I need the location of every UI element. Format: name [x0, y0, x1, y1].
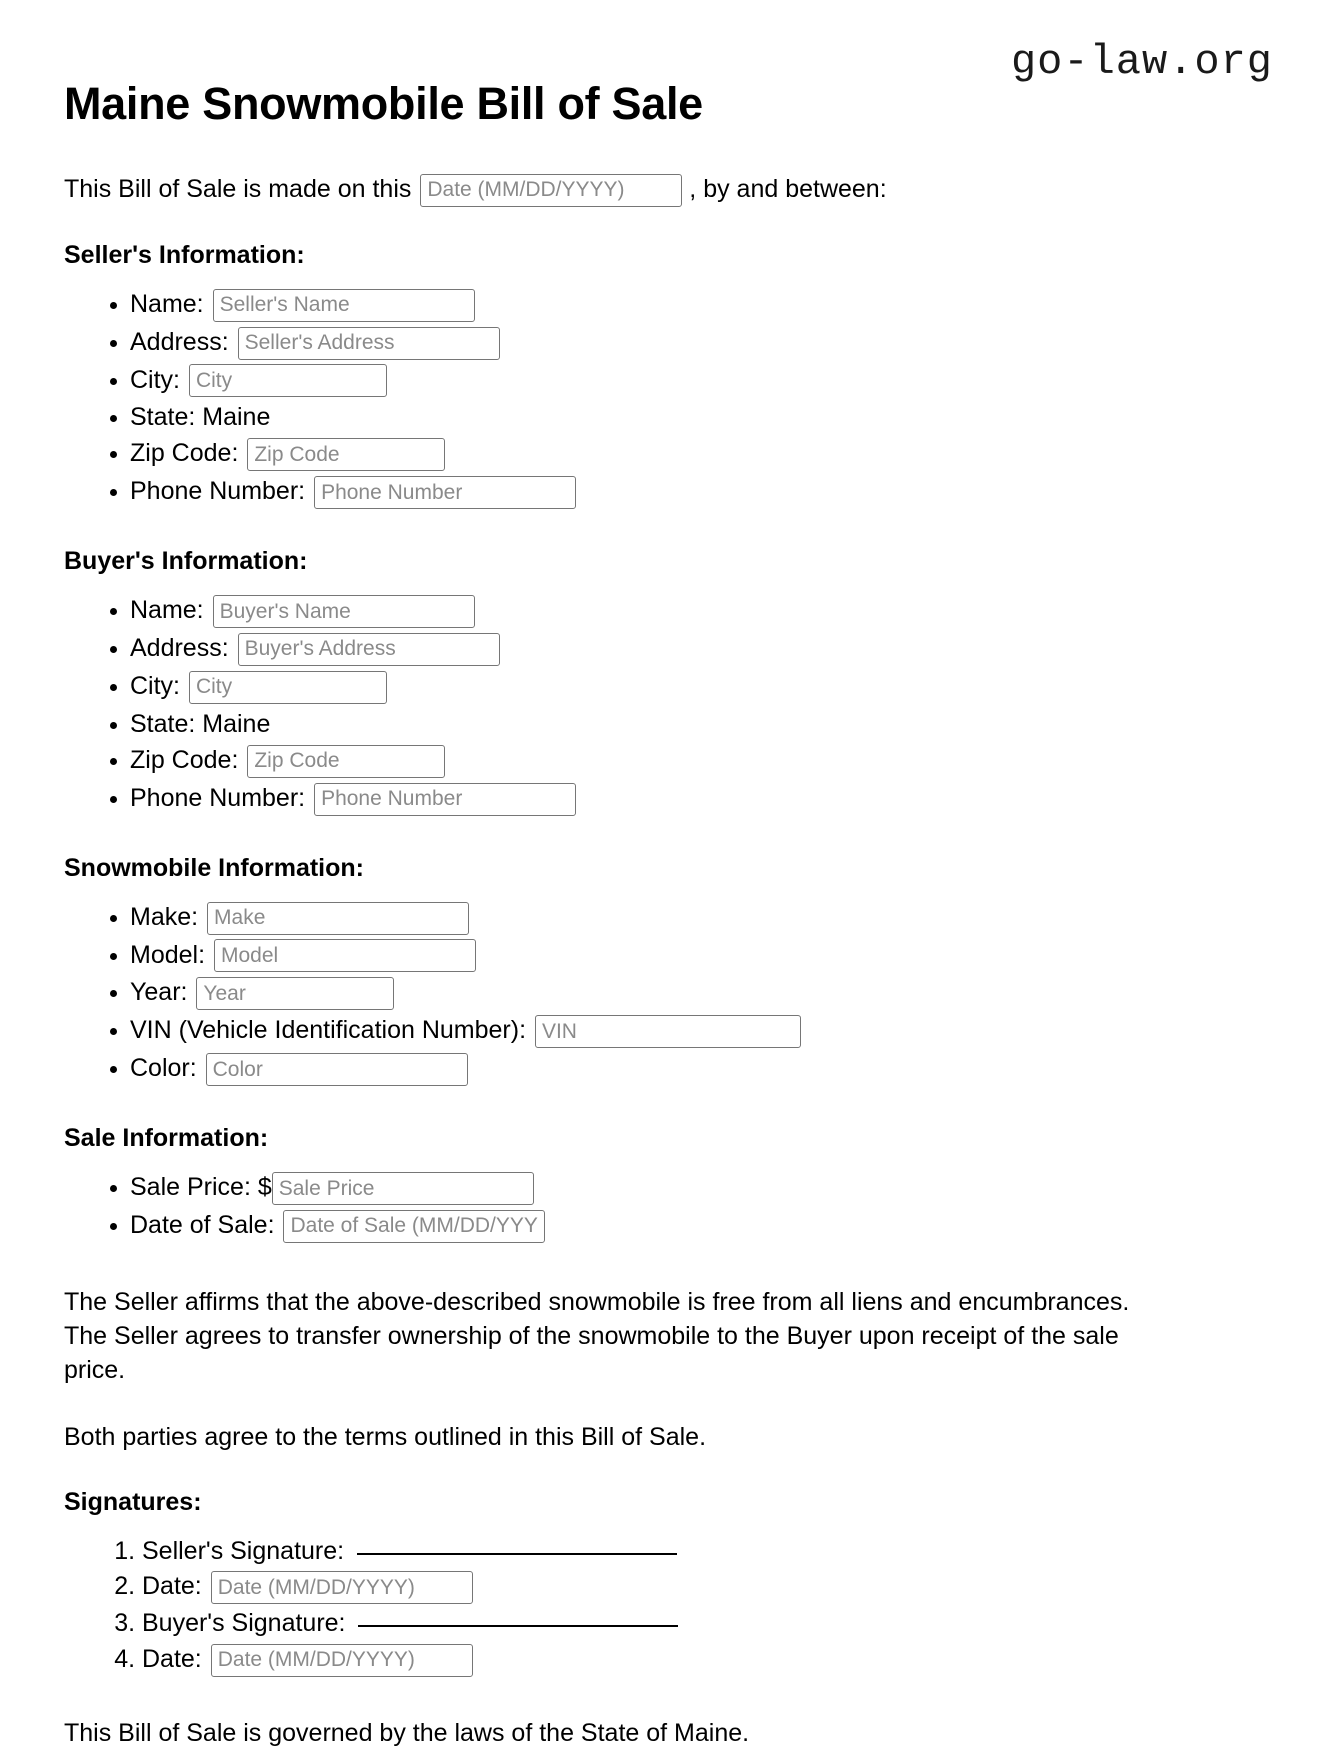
list-item — [130, 939, 1267, 977]
seller-field-list — [64, 288, 1267, 513]
sale-field-list — [64, 1171, 1267, 1247]
snowmobile-year-label: Year: — [130, 978, 188, 1007]
list-item — [130, 782, 1267, 820]
buyer-city-input[interactable] — [189, 671, 387, 704]
sale-price-input[interactable] — [272, 1172, 534, 1205]
buyer-state-label: State: Maine — [130, 709, 271, 738]
buyer-signature-date-label: Date: — [142, 1644, 202, 1673]
list-item — [130, 364, 1267, 402]
buyer-address-input[interactable] — [238, 633, 500, 666]
list-item — [130, 1171, 1267, 1209]
snowmobile-model-label: Model: — [130, 940, 206, 969]
buyer-field-list — [64, 594, 1267, 819]
list-item — [130, 670, 1267, 708]
list-item — [142, 1607, 1267, 1643]
list-item — [130, 632, 1267, 670]
seller-address-input[interactable] — [238, 327, 500, 360]
buyer-signature-date-input[interactable] — [211, 1644, 473, 1677]
list-item — [130, 708, 1267, 744]
seller-name-label: Name: — [130, 289, 204, 318]
list-item — [130, 475, 1267, 513]
buyer-city-label: City: — [130, 671, 180, 700]
buyer-name-input[interactable] — [213, 595, 475, 628]
list-item — [130, 976, 1267, 1014]
agreement-paragraph: Both parties agree to the terms outlined in this Bill of Sale. — [64, 1422, 707, 1451]
snowmobile-make-label: Make: — [130, 902, 199, 931]
seller-phone-input[interactable] — [314, 476, 576, 509]
buyer-name-label: Name: — [130, 596, 204, 625]
buyer-zip-input[interactable] — [247, 745, 445, 778]
site-watermark: go-law.org — [1010, 38, 1273, 86]
signature-list — [64, 1535, 1267, 1680]
seller-city-label: City: — [130, 365, 180, 394]
snowmobile-model-input[interactable] — [214, 939, 476, 972]
signatures-section-heading: Signatures: — [64, 1487, 202, 1516]
seller-name-input[interactable] — [213, 289, 475, 322]
sale-price-label: Sale Price: $ — [130, 1173, 272, 1202]
list-item — [142, 1535, 1267, 1571]
sale-date-input[interactable] — [283, 1210, 545, 1243]
list-item — [142, 1643, 1267, 1680]
buyer-phone-label: Phone Number: — [130, 783, 306, 812]
seller-signature-date-input[interactable] — [211, 1571, 473, 1604]
snowmobile-section-heading: Snowmobile Information: — [64, 853, 364, 882]
seller-state-label: State: Maine — [130, 403, 271, 432]
snowmobile-vin-label: VIN (Vehicle Identification Number): — [130, 1016, 527, 1045]
snowmobile-color-label: Color: — [130, 1054, 197, 1083]
seller-zip-label: Zip Code: — [130, 439, 239, 468]
list-item — [130, 288, 1267, 326]
seller-city-input[interactable] — [189, 364, 387, 397]
buyer-zip-label: Zip Code: — [130, 745, 239, 774]
list-item — [130, 1052, 1267, 1090]
list-item — [130, 744, 1267, 782]
sale-section-heading: Sale Information: — [64, 1124, 269, 1153]
list-item — [142, 1570, 1267, 1607]
list-item — [130, 437, 1267, 475]
list-item — [130, 901, 1267, 939]
list-item — [130, 1014, 1267, 1052]
buyer-signature-label: Buyer's Signature: — [142, 1609, 346, 1638]
buyer-section-heading: Buyer's Information: — [64, 547, 308, 576]
seller-phone-label: Phone Number: — [130, 477, 306, 506]
intro-text-before: This Bill of Sale is made on this — [64, 174, 412, 203]
list-item — [130, 326, 1267, 364]
agreement-date-input[interactable] — [420, 174, 682, 207]
snowmobile-vin-input[interactable] — [535, 1015, 801, 1048]
snowmobile-color-input[interactable] — [206, 1053, 468, 1086]
list-item — [130, 1209, 1267, 1247]
seller-signature-line[interactable] — [357, 1552, 677, 1555]
affirmation-paragraph: The Seller affirms that the above-described snowmobile is free from all liens and encumbrances. The Seller agrees to transfer ownership of the snowmobile to the Buyer upon receipt of the sale price. — [64, 1287, 1130, 1385]
intro-text-after: , by and between: — [689, 174, 887, 203]
intro-paragraph — [64, 172, 1267, 207]
snowmobile-year-input[interactable] — [196, 977, 394, 1010]
buyer-phone-input[interactable] — [314, 783, 576, 816]
seller-section-heading: Seller's Information: — [64, 240, 305, 269]
seller-signature-label: Seller's Signature: — [142, 1536, 345, 1565]
snowmobile-field-list — [64, 901, 1267, 1090]
buyer-address-label: Address: — [130, 634, 229, 663]
sale-date-label: Date of Sale: — [130, 1211, 275, 1239]
seller-address-label: Address: — [130, 327, 229, 356]
governing-law-paragraph: This Bill of Sale is governed by the laws of the State of Maine. — [64, 1718, 750, 1747]
page-title: Maine Snowmobile Bill of Sale — [64, 78, 703, 129]
buyer-signature-line[interactable] — [358, 1624, 678, 1627]
list-item — [130, 401, 1267, 437]
seller-signature-date-label: Date: — [142, 1572, 202, 1601]
list-item — [130, 594, 1267, 632]
snowmobile-make-input[interactable] — [207, 902, 469, 935]
seller-zip-input[interactable] — [247, 438, 445, 471]
